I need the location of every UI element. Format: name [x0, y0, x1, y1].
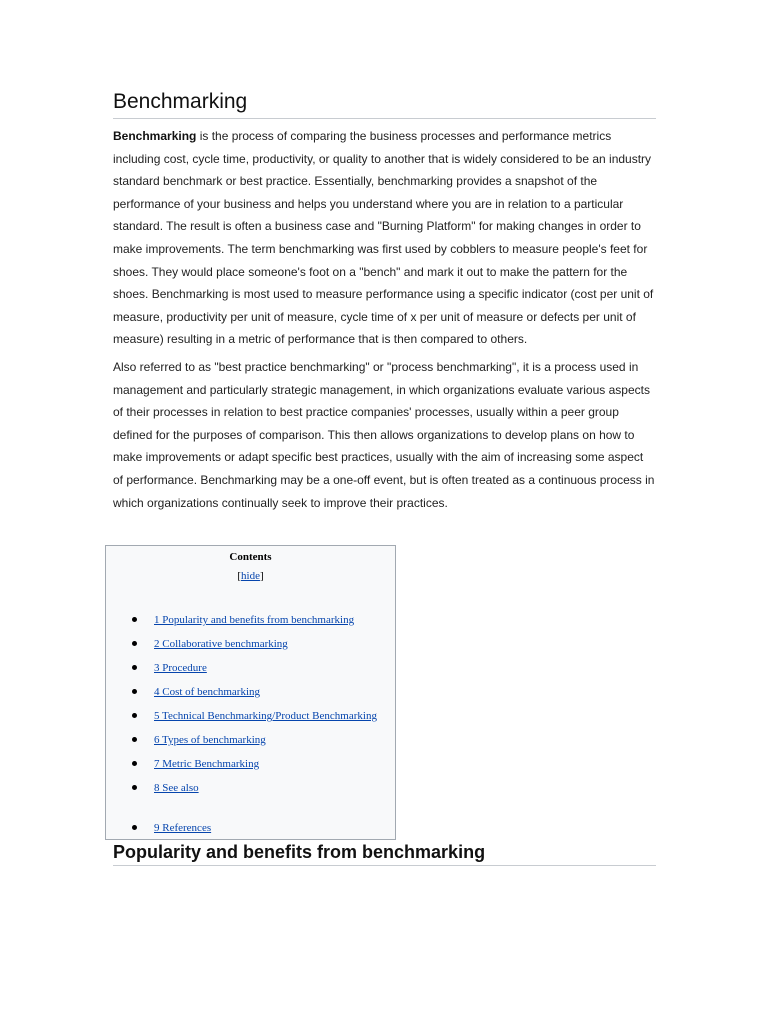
bullet-icon: [132, 689, 137, 694]
toc-link-types[interactable]: 6 Types of benchmarking: [154, 734, 266, 746]
bullet-icon: [132, 737, 137, 742]
toc-title: Contents: [229, 551, 272, 563]
toc-item: [132, 660, 207, 676]
toc-item: [132, 708, 377, 724]
toc-item: [132, 612, 354, 628]
bullet-icon: [132, 825, 137, 830]
second-paragraph: Also referred to as "best practice benchmarking" or "process benchmarking", it is a process used in management and particularly strategic management, in which organizations evaluate various aspects of their processes in relation to best practice companies' processes, usually within a peer group defined for the purposes of comparison. This then allows organizations to develop plans on how to make improvements or adapt specific best practices, usually with the aim of increasing some aspect of performance. Benchmarking may be a one-off event, but is often treated as a continuous process in which organizations continually seek to improve their practices.: [113, 359, 655, 510]
toc-link-see-also[interactable]: 8 See also: [154, 782, 199, 794]
toc-link-popularity[interactable]: 1 Popularity and benefits from benchmarking: [154, 614, 355, 626]
bullet-icon: [132, 761, 137, 766]
toc-item: [132, 732, 266, 748]
intro-bold-term: Benchmarking: [113, 129, 197, 143]
toc-hide-link[interactable]: hide: [241, 570, 260, 582]
toc-item: [132, 820, 211, 836]
page-title: Benchmarking: [113, 88, 656, 119]
intro-paragraph-text: is the process of comparing the business processes and performance metrics including cost, cycle time, productivity, or quality to another that is widely considered to be an industry standard benchmark or best practice. Essentially, benchmarking provides a snapshot of the performance of your business and helps you understand where you are in relation to a particular standard. The result is often a business case and "Burning Platform" for making changes in order to make improvements. The term benchmarking was first used by cobblers to measure people's feet for shoes. They would place someone's foot on a "bench" and mark it out to make the pattern for the shoes. Benchmarking is most used to measure performance using a specific indicator (cost per unit of measure, productivity per unit of measure, cycle time of x per unit of measure or defects per unit of measure) resulting in a metric of performance that is then compared to others.: [113, 129, 654, 347]
toc-item: [132, 636, 288, 652]
toc-toggle-close-bracket: ]: [259, 570, 264, 582]
toc-item: [132, 780, 199, 796]
toc-link-references[interactable]: 9 References: [154, 822, 212, 834]
bullet-icon: [132, 713, 137, 718]
article-body: [113, 88, 656, 514]
intro-paragraph: [113, 125, 656, 351]
toc-item: [132, 756, 259, 772]
toc-link-cost[interactable]: 4 Cost of benchmarking: [154, 686, 261, 698]
bullet-icon: [132, 617, 137, 622]
toc-link-technical[interactable]: 5 Technical Benchmarking/Product Benchmarking: [154, 710, 377, 722]
table-of-contents: [105, 545, 396, 840]
toc-toggle: [106, 570, 395, 582]
toc-link-procedure[interactable]: 3 Procedure: [154, 662, 207, 674]
toc-item: [132, 684, 260, 700]
bullet-icon: [132, 785, 137, 790]
toc-link-collaborative[interactable]: 2 Collaborative benchmarking: [154, 638, 288, 650]
bullet-icon: [132, 641, 137, 646]
bullet-icon: [132, 665, 137, 670]
toc-link-metric[interactable]: 7 Metric Benchmarking: [154, 758, 260, 770]
toc-toggle-open-bracket: [: [237, 570, 242, 582]
section-heading: Popularity and benefits from benchmarking: [113, 840, 656, 866]
